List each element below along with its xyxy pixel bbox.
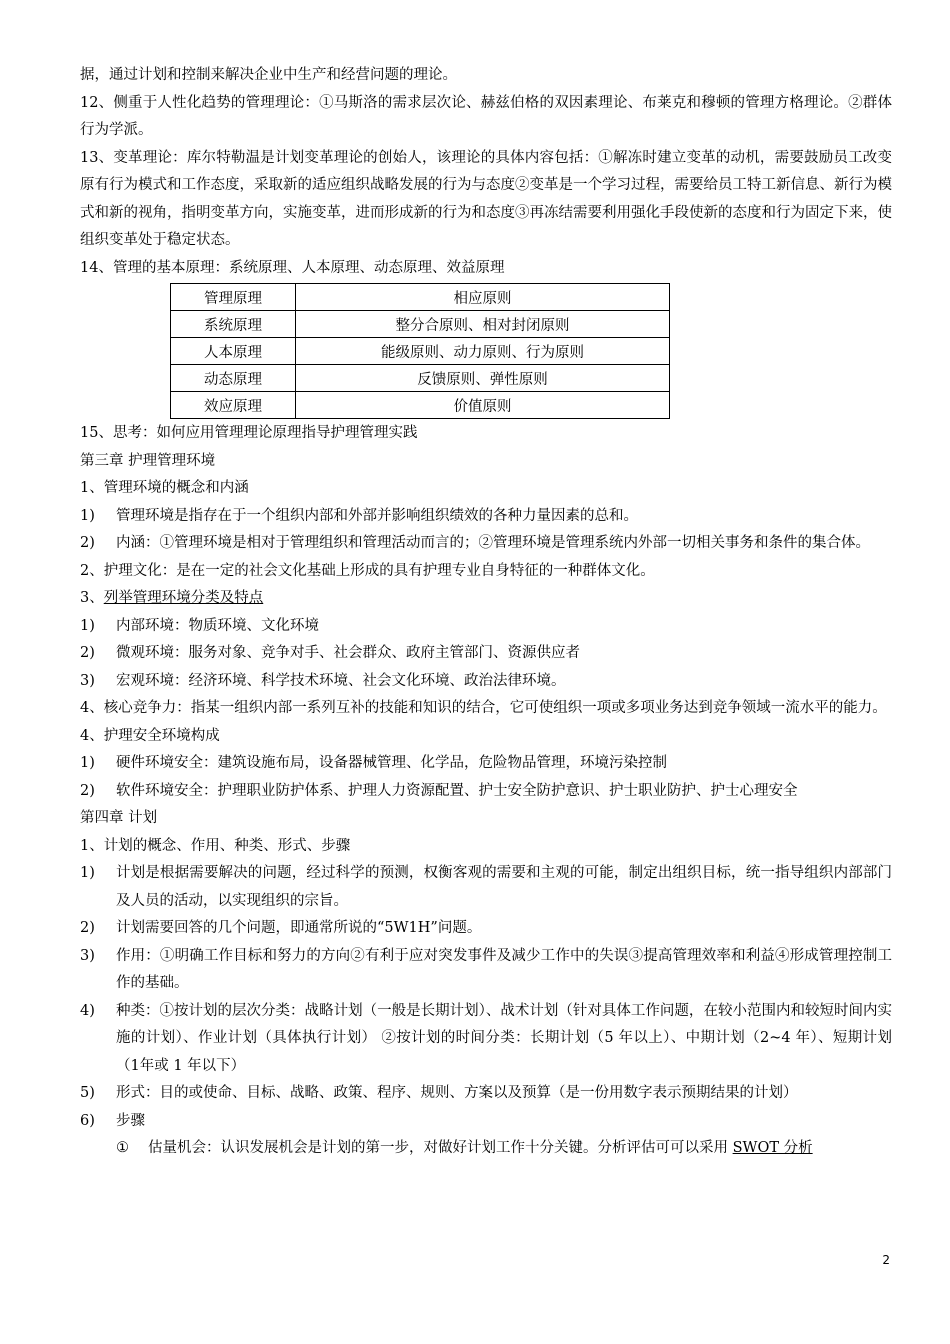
list-item	[80, 778, 892, 806]
section-3-2: 2、护理文化：是在一定的社会文化基础上形成的具有护理专业自身特征的一种群体文化。	[80, 562, 655, 579]
section-3-4-core: 4、核心竞争力：指某一组织内部一系列互补的技能和知识的结合，它可使组织一项或多项业务达到竞争领域一流水平的能力。	[80, 700, 887, 716]
list-text: 计划需要回答的几个问题，即通常所说的“5W1H”问题。	[116, 920, 482, 936]
list-text: 种类：①按计划的层次分类：战略计划（一般是长期计划）、战术计划（针对具体工作问题，在较小范围内和较短时间内实施的计划）、作业计划（具体执行计划） ②按计划的时间分类：长期计划（5 年以上）、中期计划（2~4 年）、短期计划（1年或 1 年以下）	[116, 1002, 892, 1074]
list-item	[80, 998, 892, 1081]
page-number: 2	[882, 1253, 890, 1267]
list-number: 5)	[80, 1085, 95, 1101]
table-header-cell: 相应原则	[296, 284, 670, 311]
table-header-row	[171, 284, 670, 311]
document-page	[80, 62, 892, 1163]
list-text: 计划是根据需要解决的问题，经过科学的预测，权衡客观的需要和主观的可能，制定出组织目标，统一指导组织内部部门及人员的活动，以实现组织的宗旨。	[116, 865, 892, 909]
list-number: 2)	[80, 920, 95, 936]
list-number: 1)	[80, 865, 95, 881]
list-text: 硬件环境安全：建筑设施布局，设备器械管理、化学品，危险物品管理，环境污染控制	[116, 755, 667, 771]
list-item	[80, 530, 892, 558]
list-item	[80, 750, 892, 778]
table-row	[171, 311, 670, 338]
table-header-cell: 管理原理	[171, 284, 296, 311]
paragraph-12: 12、侧重于人性化趋势的管理理论：①马斯洛的需求层次论、赫兹伯格的双因素理论、布莱克和穆顿的管理方格理论。②群体行为学派。	[80, 94, 892, 138]
list-text: 内部环境：物质环境、文化环境	[116, 617, 319, 634]
list-number: 2)	[80, 782, 95, 799]
section-4-1: 1、计划的概念、作用、种类、形式、步骤	[80, 837, 351, 854]
section-number: 3、	[80, 590, 104, 606]
sub-list-text	[148, 1135, 892, 1163]
step-text: 估量机会：认识发展机会是计划的第一步，对做好计划工作十分关键。分析评估可可以采用	[148, 1140, 733, 1156]
paragraph-14: 14、管理的基本原理：系统原理、人本原理、动态原理、效益原理	[80, 259, 505, 276]
list-text: 软件环境安全：护理职业防护体系、护理人力资源配置、护士安全防护意识、护士职业防护、护士心理安全	[116, 782, 798, 799]
sub-list-number: ①	[116, 1140, 129, 1156]
list-text: 内涵：①管理环境是相对于管理组织和管理活动而言的；②管理环境是管理系统内外部一切相关事务和条件的集合体。	[116, 535, 870, 551]
section-3-3	[80, 585, 892, 613]
chapter-4-heading: 第四章 计划	[80, 810, 158, 826]
list-number: 2)	[80, 535, 95, 551]
paragraph-15: 15、思考：如何应用管理理论原理指导护理管理实践	[80, 425, 418, 441]
table-cell: 动态原理	[171, 365, 296, 392]
list-text: 作用：①明确工作目标和努力的方向②有利于应对突发事件及减少工作中的失误③提高管理效率和利益④形成管理控制工作的基础。	[116, 947, 892, 991]
table-cell: 整分合原则、相对封闭原则	[296, 311, 670, 338]
paragraph-13: 13、变革理论：库尔特勒温是计划变革理论的创始人，该理论的具体内容包括：①解冻时建立变革的动机，需要鼓励员工改变原有行为模式和工作态度，采取新的适应组织战略发展的行为与态度②变革是一个学习过程，需要给员工特工新信息、新行为模式和新的视角，指明变革方向，实施变革，进而形成新的行为和态度③再冻结需要利用强化手段使新的态度和行为固定下来，使组织变革处于稳定状态。	[80, 149, 892, 248]
list-number: 6)	[80, 1112, 95, 1129]
principles-table	[170, 283, 670, 419]
table-cell: 价值原则	[296, 392, 670, 419]
list-number: 4)	[80, 1002, 95, 1019]
list-item	[80, 668, 892, 696]
section-3-1: 1、管理环境的概念和内涵	[80, 480, 249, 496]
table-cell: 反馈原则、弹性原则	[296, 365, 670, 392]
paragraph-continuation: 据，通过计划和控制来解决企业中生产和经营问题的理论。	[80, 67, 457, 83]
list-text: 微观环境：服务对象、竞争对手、社会群众、政府主管部门、资源供应者	[116, 645, 580, 661]
underlined-heading: 列举管理环境分类及特点	[103, 590, 264, 606]
section-3-4-safety: 4、护理安全环境构成	[80, 727, 220, 744]
list-number: 3)	[80, 947, 95, 964]
table-cell: 系统原理	[171, 311, 296, 338]
swot-link[interactable]: SWOT 分析	[732, 1140, 813, 1156]
list-item	[80, 640, 892, 668]
list-text: 宏观环境：经济环境、科学技术环境、社会文化环境、政治法律环境。	[116, 672, 566, 689]
list-number: 2)	[80, 645, 95, 661]
table-cell: 能级原则、动力原则、行为原则	[296, 338, 670, 365]
list-item	[80, 503, 892, 531]
list-number: 3)	[80, 672, 95, 689]
list-text: 形式：目的或使命、目标、战略、政策、程序、规则、方案以及预算（是一份用数字表示预期结果的计划）	[116, 1085, 798, 1101]
list-item	[80, 943, 892, 998]
list-text: 步骤	[116, 1112, 145, 1129]
table-cell: 人本原理	[171, 338, 296, 365]
list-item	[80, 860, 892, 915]
list-number: 1)	[80, 507, 95, 524]
list-item	[80, 1108, 892, 1136]
sub-list-item	[80, 1135, 892, 1163]
chapter-3-heading: 第三章 护理管理环境	[80, 452, 216, 469]
list-number: 1)	[80, 755, 95, 771]
list-item	[80, 1080, 892, 1108]
list-item	[80, 613, 892, 641]
list-item	[80, 915, 892, 943]
table-row	[171, 338, 670, 365]
table-row	[171, 365, 670, 392]
table-cell: 效应原理	[171, 392, 296, 419]
list-text: 管理环境是指存在于一个组织内部和外部并影响组织绩效的各种力量因素的总和。	[116, 507, 638, 524]
table-row	[171, 392, 670, 419]
list-number: 1)	[80, 617, 95, 634]
